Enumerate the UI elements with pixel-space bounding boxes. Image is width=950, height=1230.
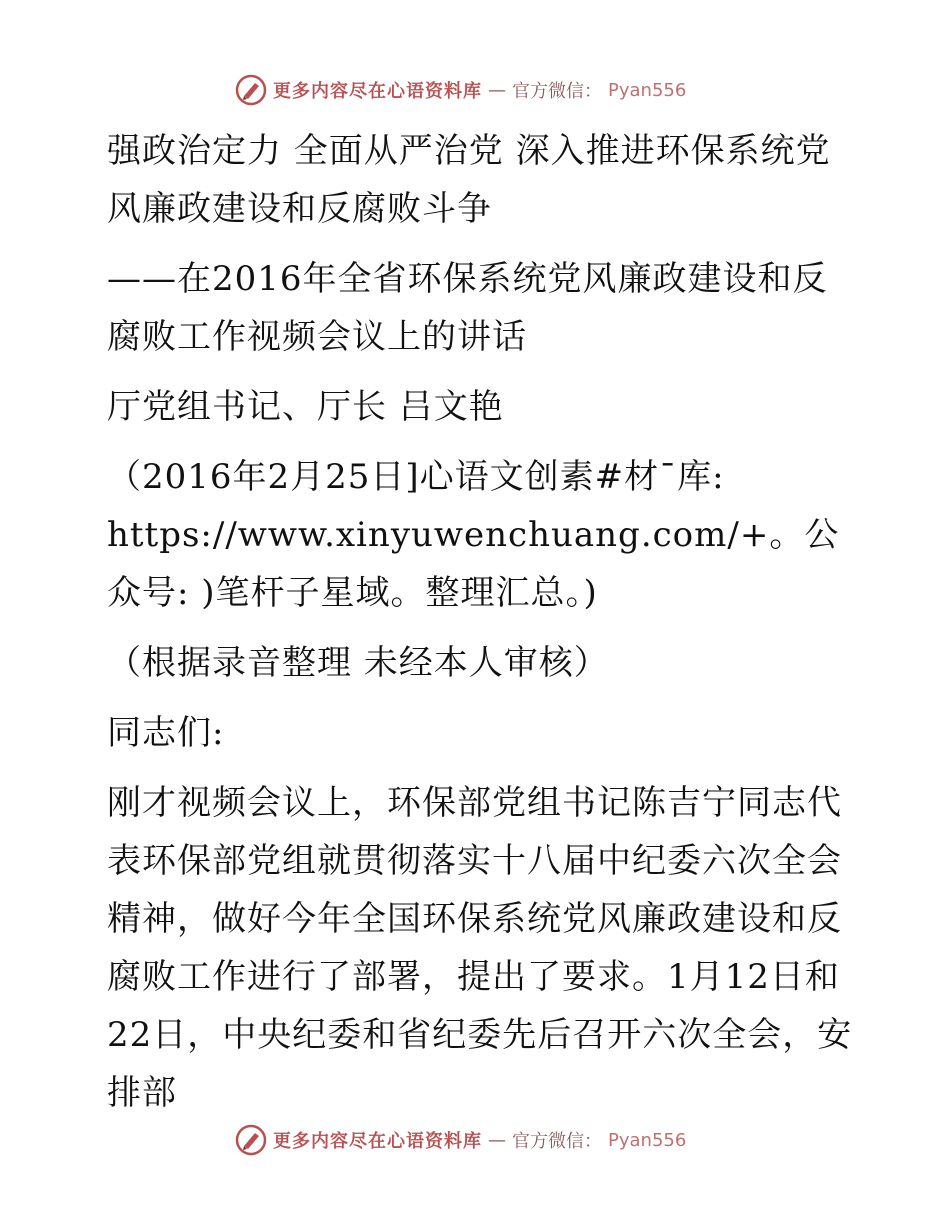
document-subtitle: ——在2016年全省环保系统党风廉政建设和反腐败工作视频会议上的讲话: [107, 259, 828, 357]
watermark-main-text: 更多内容尽在心语资料库: [273, 81, 482, 102]
watermark-dash: —: [488, 1129, 506, 1151]
watermark-dash: —: [488, 79, 506, 101]
watermark-main-text: 更多内容尽在心语资料库: [273, 1131, 482, 1152]
document-title: 强政治定力 全面从严治党 深入推进环保系统党风廉政建设和反腐败斗争: [107, 131, 831, 229]
watermark-sub-text: 官方微信：: [512, 81, 602, 102]
date-note: （2016年2月25日]心语文创素#材¯库: https://www.xinyuwenchuang.com/+。公众号: )笔杆子星域。整理汇总。): [107, 457, 840, 613]
footer-watermark: [235, 1122, 735, 1158]
pen-logo-icon: [235, 74, 267, 106]
body-paragraph: 刚才视频会议上，环保部党组书记陈吉宁同志代表环保部党组就贯彻落实十八届中纪委六次全会精神，做好今年全国环保系统党风廉政建设和反腐败工作进行了部署，提出了要求。1月12日和22日，中央纪委和省纪委先后召开六次全会，安排部: [107, 783, 853, 1113]
watermark-sub-text: 官方微信：: [512, 1131, 602, 1152]
recording-note: （根据录音整理 未经本人审核）: [107, 643, 609, 683]
speaker-line: 厅党组书记、厅长 吕文艳: [107, 387, 504, 427]
salutation: 同志们:: [107, 713, 225, 753]
watermark-wechat-id: Pyan556: [608, 1129, 687, 1151]
watermark-wechat-id: Pyan556: [608, 79, 687, 101]
pen-logo-icon: [235, 1124, 267, 1156]
header-watermark: [235, 72, 735, 108]
document-body: [97, 122, 857, 1134]
